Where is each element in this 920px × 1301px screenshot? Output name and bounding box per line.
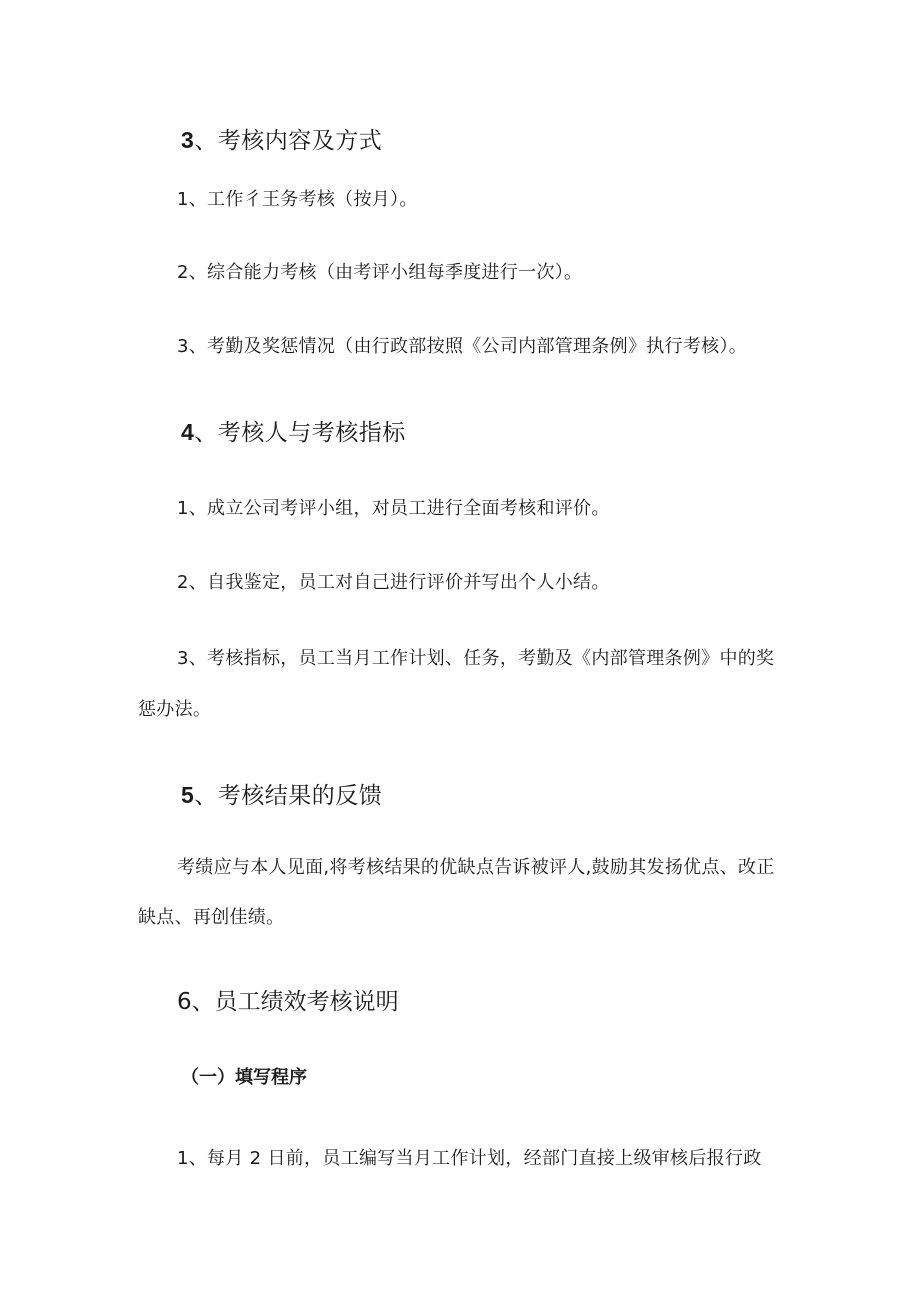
section-number: 4: [181, 419, 195, 445]
section-number: 5: [181, 782, 195, 808]
paragraph-line: 考绩应与本人见面,将考核结果的优缺点告诉被评人,鼓励其发扬优点、改正: [177, 857, 775, 878]
paragraph-line: 3、考勤及奖惩情况（由行政部按照《公司内部管理条例》执行考核）。: [177, 336, 748, 357]
subsection-heading: （一）填写程序: [181, 1067, 307, 1088]
paragraph-line: 1、工作彳王务考核（按月）。: [177, 189, 418, 210]
section-heading-4: [181, 421, 406, 445]
paragraph-line: 缺点、再创佳绩。: [138, 907, 285, 928]
paragraph-line: 2、自我鉴定，员工对自己进行评价并写出个人小结。: [177, 572, 610, 593]
paragraph-line: 1、每月 2 日前，员工编写当月工作计划，经部门直接上级审核后报行政: [177, 1148, 762, 1169]
paragraph-line: 2、综合能力考核（由考评小组每季度进行一次）。: [177, 262, 583, 283]
section-heading-3: [181, 129, 382, 153]
section-number: 3: [181, 127, 195, 153]
section-heading-5: [181, 784, 382, 808]
section-heading-6: 6、员工绩效考核说明: [177, 989, 399, 1015]
section-title: 、考核结果的反馈: [194, 783, 383, 809]
paragraph-line: 1、成立公司考评小组，对员工进行全面考核和评价。: [177, 498, 610, 519]
paragraph-line: 3、考核指标，员工当月工作计划、任务，考勤及《内部管理条例》中的奖: [177, 648, 775, 669]
section-title: 、考核内容及方式: [194, 128, 383, 154]
paragraph-line: 惩办法。: [138, 699, 212, 720]
section-title: 、考核人与考核指标: [194, 420, 406, 446]
